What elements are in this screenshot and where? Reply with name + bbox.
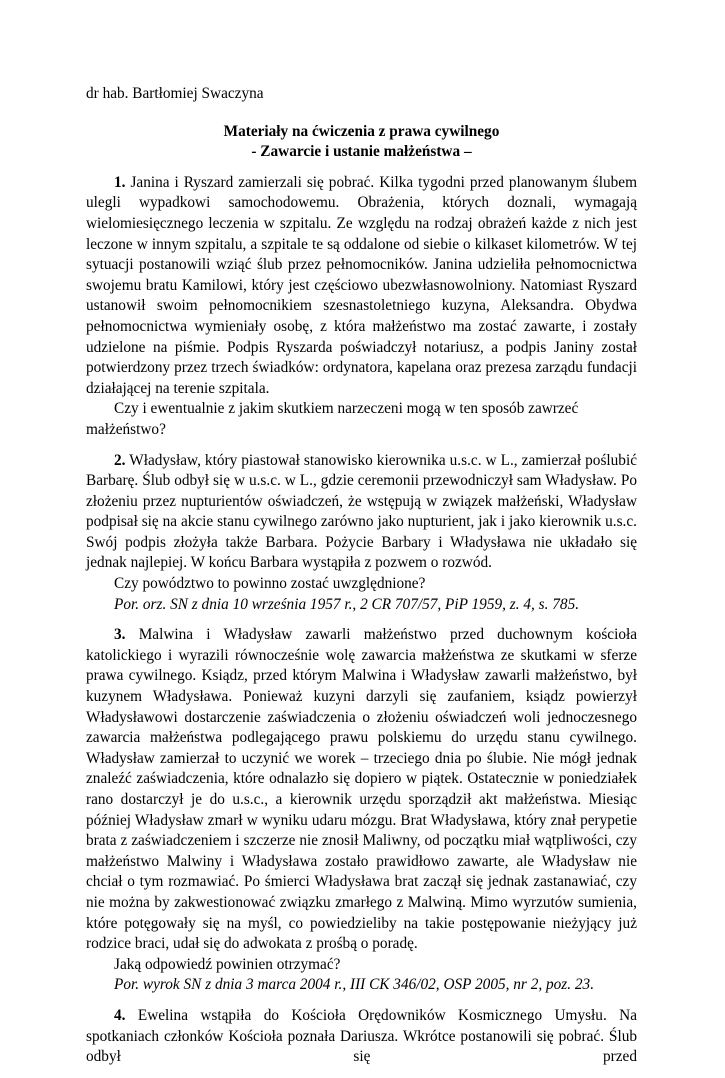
document-title: Materiały na ćwiczenia z prawa cywilnego: [223, 122, 500, 140]
case-4: [86, 1006, 637, 1068]
document-page: [86, 84, 637, 1078]
case-4-number: 4.: [114, 1006, 126, 1024]
case-3-body: [86, 625, 637, 955]
case-2-question: Czy powództwo to powinno zostać uwzględnione?: [114, 575, 426, 593]
case-1-question: Czy i ewentualnie z jakim skutkiem narzeczeni mogą w ten sposób zawrzeć małżeństwo?: [86, 400, 579, 438]
case-2-number: 2.: [114, 451, 126, 469]
case-3: [86, 625, 637, 996]
case-1: [86, 173, 637, 441]
author-line: dr hab. Bartłomiej Swaczyna: [86, 85, 264, 102]
case-3-number: 3.: [114, 626, 126, 644]
case-1-body: [86, 173, 637, 400]
case-4-body: [86, 1006, 637, 1068]
case-4-text: Ewelina wstąpiła do Kościoła Orędowników Kosmicznego Umysłu. Na spotkaniach członków Kościoła poznała Dariusza. Wkrótce postanowili się pobrać. Ślub odbył się przed: [86, 1006, 637, 1066]
case-1-number: 1.: [114, 173, 126, 191]
case-2-body: [86, 451, 637, 575]
case-1-text: Janina i Ryszard zamierzali się pobrać. Kilka tygodni przed planowanym ślubem ulegli wypadkowi samochodowemu. Obrażenia, których doznali, wymagają wielomiesięcznego leczenia w szpitalu. Ze względu na rodzaj obrażeń każde z nich jest leczone w innym szpitalu, a szpitale te są oddalone od siebie o kilkaset kilometrów. W tej sytuacji postanowili wziąć ślub przez pełnomocników. Janina udzieliła pełnomocnictwa swojemu bratu Kamilowi, który jest częściowo ubezwłasnowolniony. Natomiast Ryszard ustanowił swoim pełnomocnikiem szesnastoletniego kuzyna, Aleksandra. Obydwa pełnomocnictwa wymieniały osobę, z która małżeństwo ma zostać zawarte, i zostały udzielone na piśmie. Podpis Ryszarda poświadczył notariusz, a podpis Janiny został potwierdzony przez trzech świadków: ordynatora, kapelana oraz prezesa zarządu fundacji działającej na terenie szpitala.: [86, 173, 637, 397]
document-subtitle: - Zawarcie i ustanie małżeństwa –: [251, 143, 472, 161]
case-2-text: Władysław, który piastował stanowisko kierownika u.s.c. w L., zamierzał poślubić Barbarę. Ślub odbył się w u.s.c. w L., gdzie ceremonii przewodniczył sam Władysław. Po złożeniu przez nupturientów oświadczeń, że wstępują w związek małżeński, Władysław podpisał się na akcie stanu cywilnego zarówno jako nupturient, jak i jako kierownik u.s.c. Swój podpis złożyła także Barbara. Pożycie Barbary i Władysława nie układało się jednak najlepiej. W końcu Barbara wystąpiła z pozwem o rozwód.: [86, 451, 637, 572]
case-3-citation: Por. wyrok SN z dnia 3 marca 2004 r., III CK 346/02, OSP 2005, nr 2, poz. 23.: [114, 976, 595, 994]
case-2: [86, 451, 637, 616]
case-3-text: Malwina i Władysław zawarli małżeństwo przed duchownym kościoła katolickiego i wyrazili równocześnie wolę zawarcia małżeństwa ze skutkami w sferze prawa cywilnego. Ksiądz, przed którym Malwina i Władysław zawarli małżeństwo, był kuzynem Władysława. Ponieważ kuzyni darzyli się zaufaniem, ksiądz powierzył Władysławowi dostarczenie zaświadczenia o złożeniu oświadczeń woli jednoczesnego zawarcia małżeństwa podlegającego prawu polskiemu do urzędu stanu cywilnego. Władysław zamierzał to uczynić we worek – trzeciego dnia po ślubie. Nie mógł jednak znaleźć zaświadczenia, które odnalazło się dopiero w piątek. Ostatecznie w poniedziałek rano dostarczył je do u.s.c., a kierownik urzędu sporządził akt małżeństwa. Miesiąc później Władysław zmarł w wyniku udaru mózgu. Brat Władysława, który znał perypetie brata z zaświadczeniem i szczerze nie znosił Maliwny, od początku miał wątpliwości, czy małżeństwo Malwiny i Władysława zostało prawidłowo zawarte, ale Władysław nie chciał o tym rozmawiać. Po śmierci Władysława brat zaczął się jednak zastanawiać, czy nie można by zakwestionować związku zmarłego z Malwiną. Mimo wyrzutów sumienia, które potęgowały się na myśl, co powiedzieliby na takie postępowanie nieżyjący już rodzice braci, udał się do adwokata z prośbą o poradę.: [86, 626, 638, 953]
case-2-citation: Por. orz. SN z dnia 10 września 1957 r., 2 CR 707/57, PiP 1959, z. 4, s. 785.: [114, 595, 580, 613]
case-3-question: Jaką odpowiedź powinien otrzymać?: [114, 955, 341, 973]
